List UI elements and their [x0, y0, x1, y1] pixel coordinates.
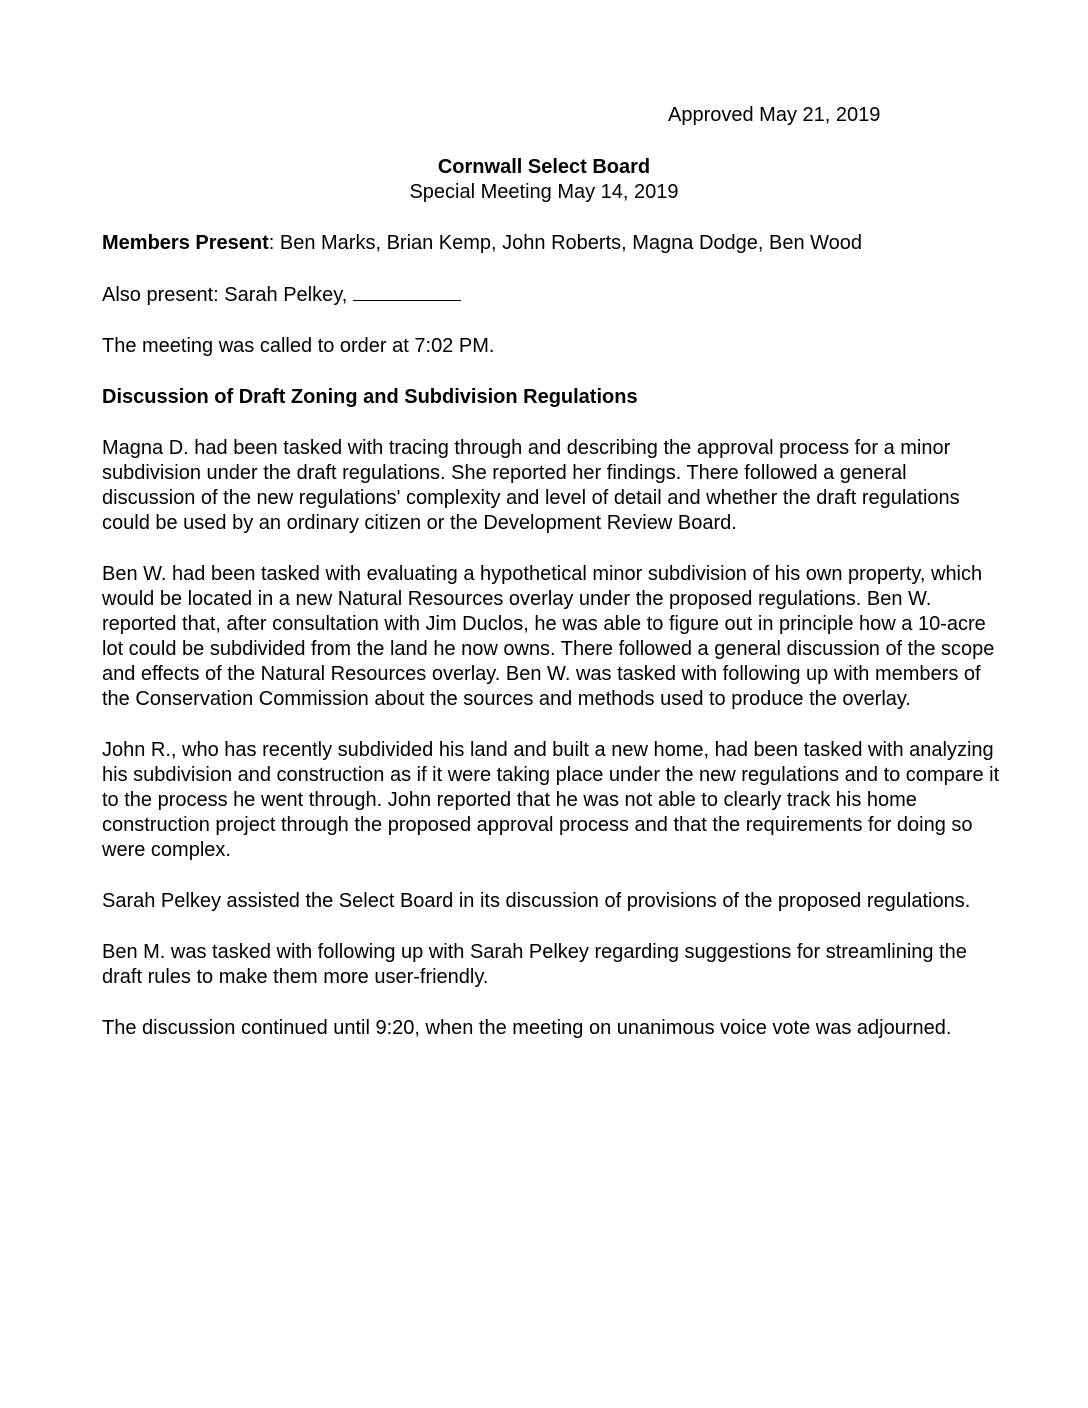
paragraph: John R., who has recently subdivided his land and built a new home, had been tasked with analyzing his subdivision and construction as if it were taking place under the new regulations and to compare it to the process he went through. John reported that he was not able to clearly track his home construction project through the proposed approval process and that the requirements for doing so were complex. — [102, 739, 1000, 861]
meeting-subtitle: Special Meeting May 14, 2019 — [409, 181, 679, 203]
call-to-order: The meeting was called to order at 7:02 PM. — [102, 335, 495, 357]
paragraph: Sarah Pelkey assisted the Select Board in its discussion of provisions of the proposed regulations. — [102, 890, 971, 912]
document-title: Cornwall Select Board — [437, 156, 651, 178]
paragraph: Ben W. had been tasked with evaluating a hypothetical minor subdivision of his own property, which would be located in a new Natural Resources overlay under the proposed regulations. Ben W. reported that, after consultation with Jim Duclos, he was able to figure out in principle how a 10-acre lot could be subdivided from the land he now owns. There followed a general discussion of the scope and effects of the Natural Resources overlay. Ben W. was tasked with following up with members of the Conservation Commission about the sources and methods used to produce the overlay. — [102, 563, 995, 710]
also-present-line — [102, 282, 1002, 308]
blank-line — [353, 282, 461, 301]
section-heading: Discussion of Draft Zoning and Subdivision Regulations — [102, 386, 638, 408]
paragraph: The discussion continued until 9:20, when the meeting on unanimous voice vote was adjourned. — [102, 1017, 952, 1039]
paragraph: Magna D. had been tasked with tracing through and describing the approval process for a minor subdivision under the draft regulations. She reported her findings. There followed a general discussion of the new regulations' complexity and level of detail and whether the draft regulations could be used by an ordinary citizen or the Development Review Board. — [102, 437, 960, 534]
also-present-text: Also present: Sarah Pelkey, — [102, 284, 353, 306]
members-present-label: Members Present — [102, 232, 269, 254]
document-body — [102, 231, 1002, 1067]
paragraph: Ben M. was tasked with following up with Sarah Pelkey regarding suggestions for streamlining the draft rules to make them more user-friendly. — [102, 941, 967, 988]
members-present-line — [102, 231, 1002, 256]
members-present-names: : Ben Marks, Brian Kemp, John Roberts, Magna Dodge, Ben Wood — [268, 232, 863, 254]
approval-date: Approved May 21, 2019 — [668, 104, 881, 126]
